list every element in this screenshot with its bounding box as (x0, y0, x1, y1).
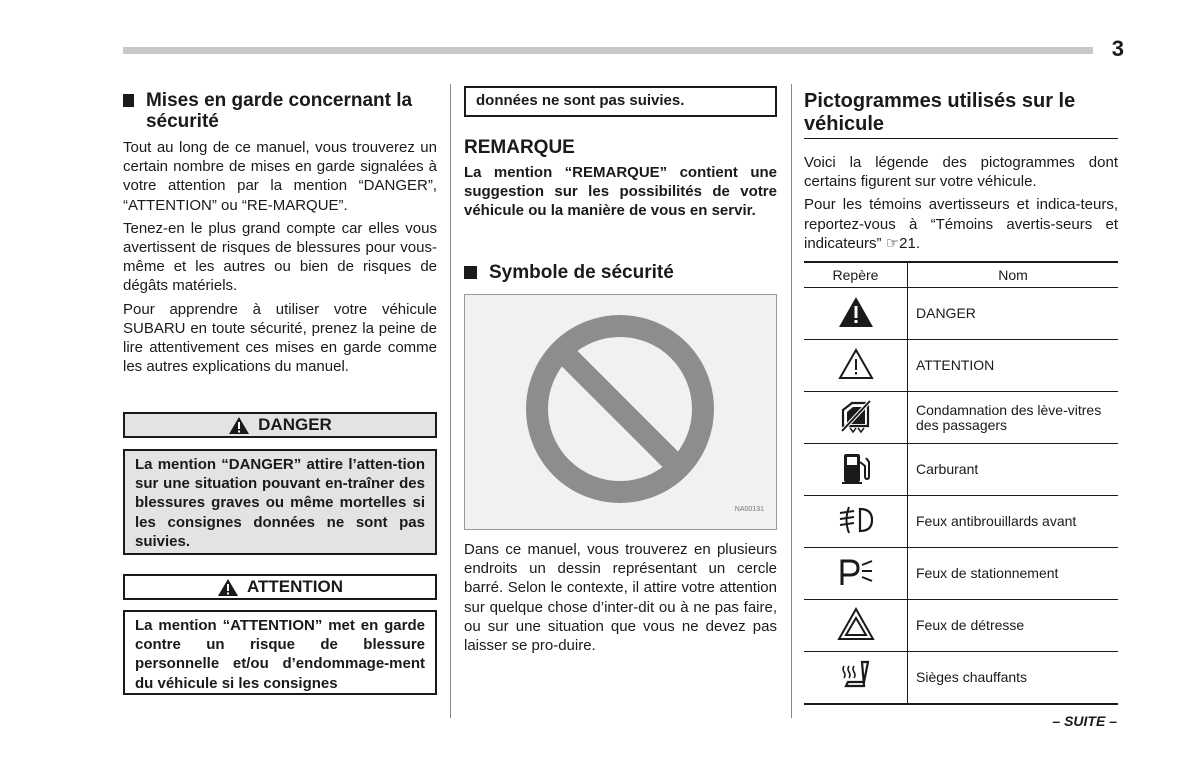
table-row (804, 288, 1118, 340)
row-name: Condamnation des lève-vitres des passagers (908, 392, 1119, 444)
attention-triangle-icon (837, 347, 875, 381)
table-row (804, 340, 1118, 392)
symbol-heading (464, 262, 674, 283)
symbol-paragraph: Dans ce manuel, vous trouverez en plusieurs endroits un dessin représentant un cercle barré. Selon le contexte, il attire votre attention sur quelque chose d’inter-dit ou à ne pas faire, ou sur une situation que vous ne devez pas laisser se pro-duire. (464, 541, 777, 655)
table-row (804, 548, 1118, 600)
continued-box: données ne sont pas suivies. (464, 86, 777, 117)
col-header-name: Nom (908, 262, 1119, 288)
danger-box: La mention “DANGER” attire l’atten-tion sur une situation pouvant en-traîner des blessures graves ou même mortelles si les consignes données ne sont pas suivies. (123, 449, 437, 555)
row-name: Feux de stationnement (908, 548, 1119, 600)
header-bar (123, 47, 1093, 54)
remarque-title: REMARQUE (464, 137, 575, 158)
symbol-heading-text: Symbole de sécurité (489, 262, 674, 283)
figure-code: NA00131 (734, 505, 764, 513)
attention-label: ATTENTION (246, 577, 343, 597)
row-name: DANGER (908, 288, 1119, 340)
window-lock-icon (838, 398, 874, 434)
footer-continued: – SUITE – (1052, 713, 1117, 729)
left-paragraph-1: Tout au long de ce manuel, vous trouverez un certain nombre de mises en garde signalées à votre attention par la mention “DANGER”, “ATTENTION” ou “RE-MARQUE”. (123, 139, 437, 214)
table-row (804, 600, 1118, 652)
middle-column (464, 86, 777, 655)
danger-warning-icon (228, 416, 250, 435)
danger-triangle-icon (837, 295, 875, 329)
pictogram-heading: Pictogrammes utilisés sur le véhicule (804, 90, 1118, 139)
attention-warning-icon (217, 578, 239, 597)
remarque-text: La mention “REMARQUE” contient une suggestion sur les possibilités de votre véhicule ou la manière de vous en servir. (464, 164, 777, 220)
left-paragraph-2: Tenez-en le plus grand compte car elles vous avertissent de risques de blessures pour vous-même et les autres ou bien de risques de dégâts matériels. (123, 219, 437, 295)
column-divider-1 (450, 84, 451, 718)
table-row (804, 444, 1118, 496)
left-paragraph-3: Pour apprendre à utiliser votre véhicule SUBARU en toute sécurité, prenez la peine de lire attentivement ces mises en garde comme les autres explications du manuel. (123, 300, 437, 376)
table-row (804, 652, 1118, 705)
left-column (123, 90, 437, 692)
right-paragraph-2: Pour les témoins avertisseurs et indica-teurs, reportez-vous à “Témoins avertis-seurs et indicateurs” ☞21. (804, 196, 1118, 252)
row-name: Sièges chauffants (908, 652, 1119, 705)
front-fog-light-icon (836, 503, 876, 537)
prohibition-figure (464, 294, 777, 530)
parking-light-icon (836, 555, 876, 589)
table-row (804, 392, 1118, 444)
column-divider-2 (791, 84, 792, 718)
hazard-warning-icon (837, 607, 875, 641)
row-name: ATTENTION (908, 340, 1119, 392)
page-number: 3 (1111, 36, 1124, 61)
right-column (804, 90, 1118, 257)
heated-seat-icon (836, 658, 876, 694)
row-name: Feux de détresse (908, 600, 1119, 652)
row-name: Feux antibrouillards avant (908, 496, 1119, 548)
heading-square-icon (464, 266, 477, 279)
attention-box: La mention “ATTENTION” met en garde contre un risque de blessure personnelle et/ou d’endommage-ment du véhicule si les consignes (123, 610, 437, 695)
col-header-icon: Repère (804, 262, 908, 288)
danger-header (123, 412, 437, 438)
right-paragraph-1: Voici la légende des pictogrammes dont certains figurent sur votre véhicule. (804, 154, 1118, 191)
pictogram-table (804, 261, 1118, 705)
fuel-pump-icon (838, 450, 874, 486)
heading-square-icon (123, 94, 134, 107)
prohibition-circle-icon (465, 295, 776, 529)
safety-heading (123, 90, 437, 132)
table-row (804, 496, 1118, 548)
row-name: Carburant (908, 444, 1119, 496)
danger-label: DANGER (258, 415, 332, 435)
attention-header (123, 574, 437, 600)
safety-heading-text: Mises en garde concernant la sécurité (145, 90, 413, 132)
